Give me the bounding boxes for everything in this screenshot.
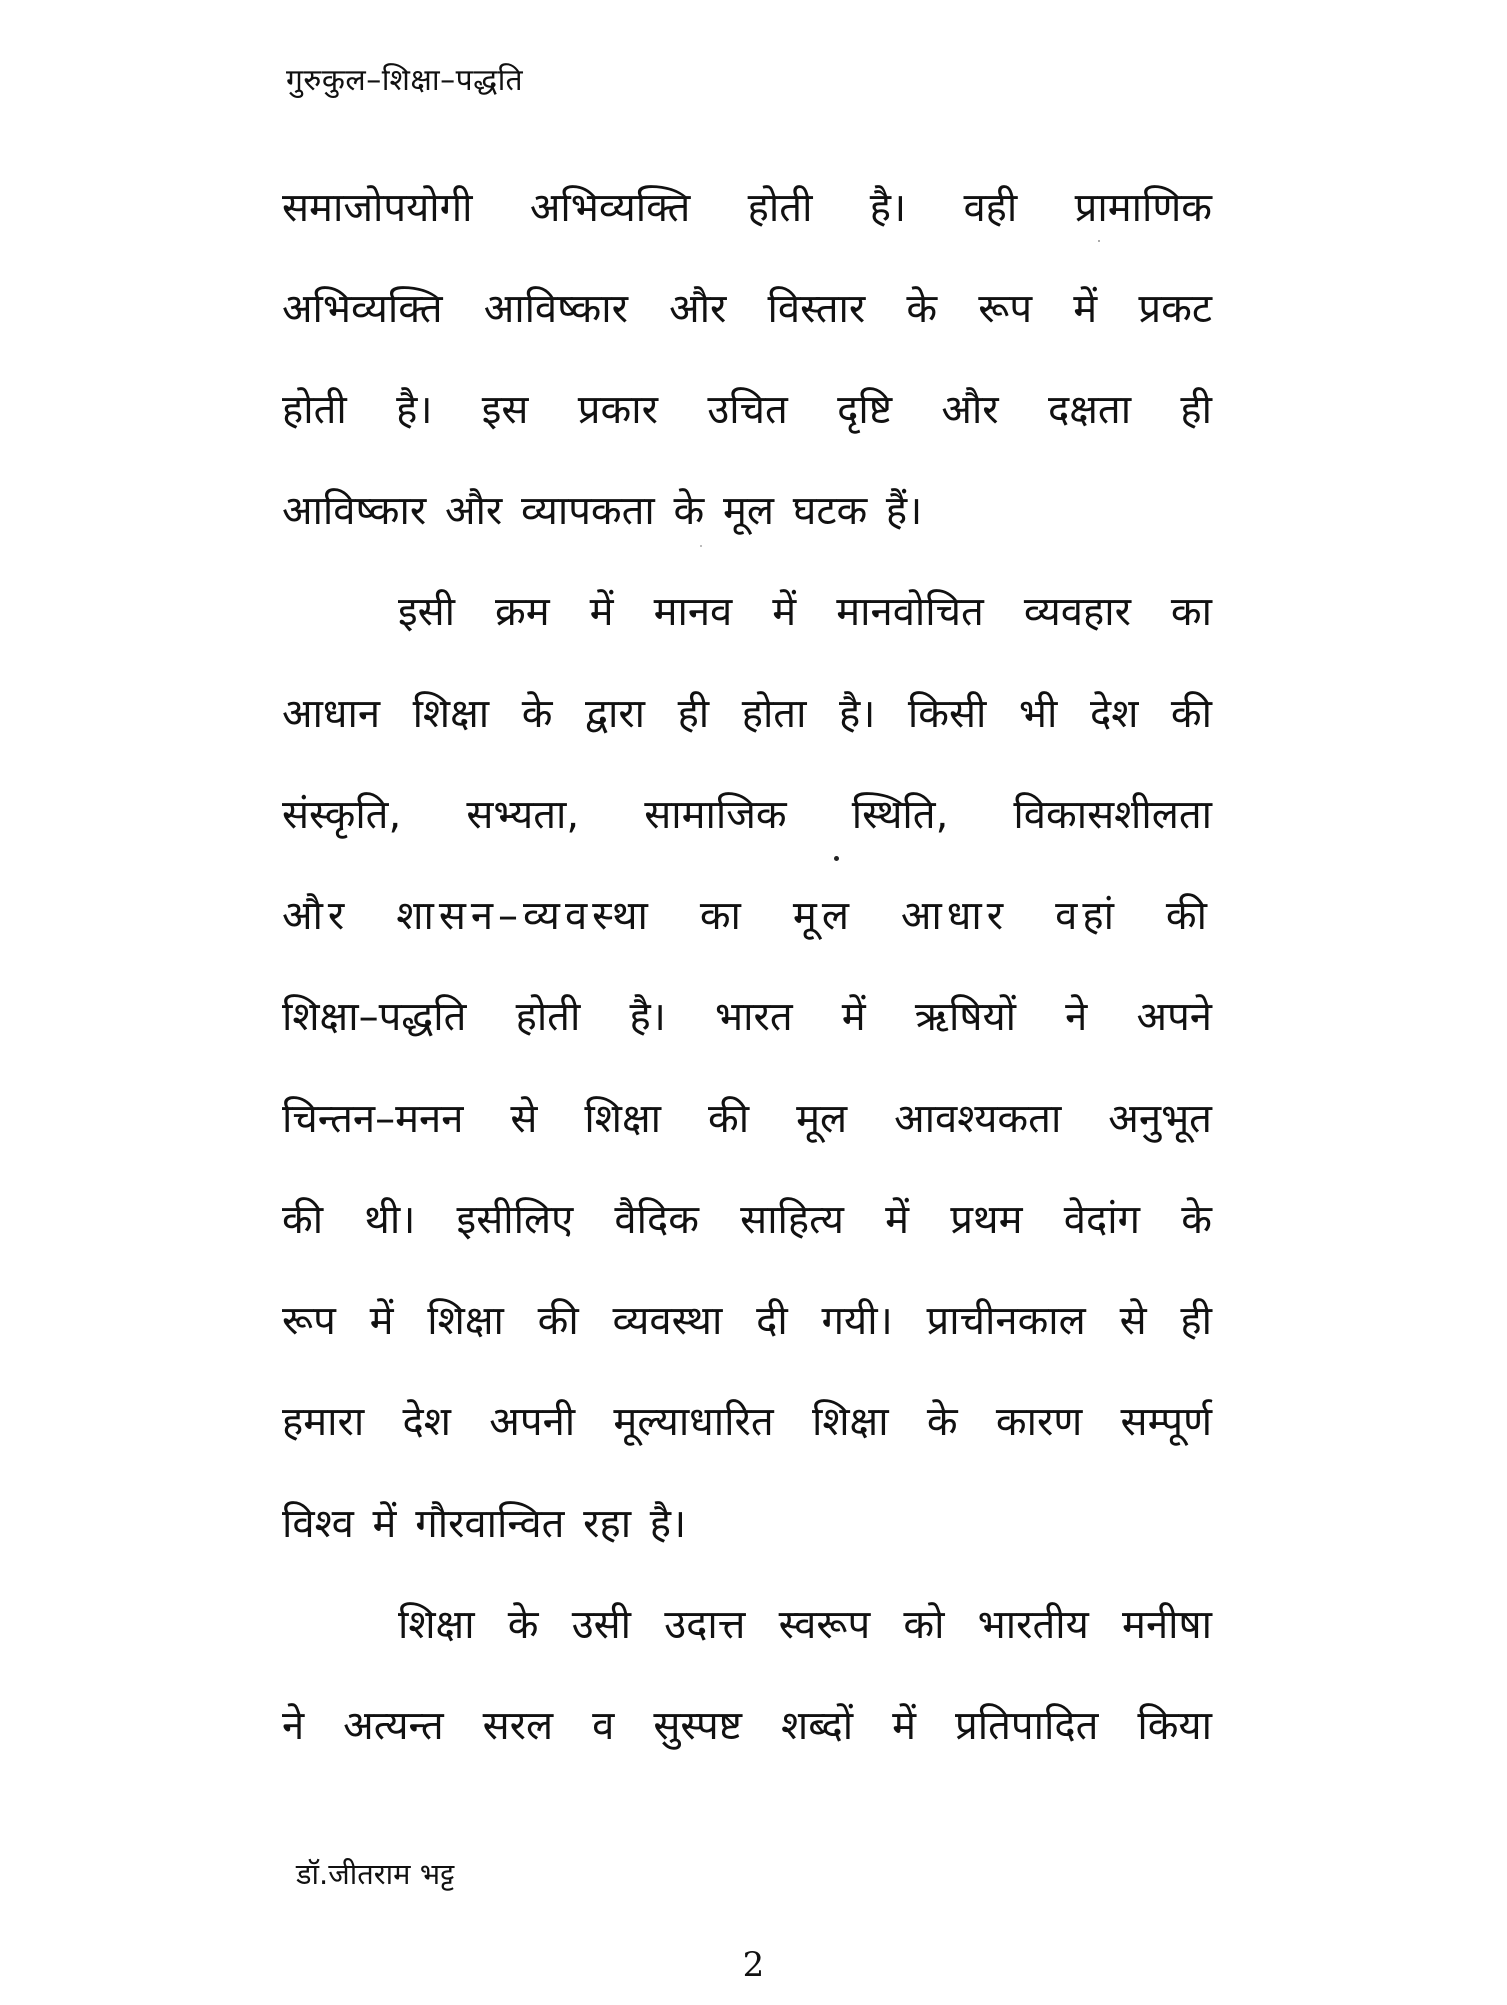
body-line-9: शिक्षा–पद्धति होती है। भारत में ऋषियों ने अपने <box>282 994 1212 1040</box>
running-header: गुरुकुल–शिक्षा–पद्धति <box>286 63 524 98</box>
body-line-6: आधान शिक्षा के द्वारा ही होता है। किसी भी देश की <box>282 691 1212 737</box>
scan-speck <box>1098 240 1100 242</box>
body-line-3: होती है। इस प्रकार उचित दृष्टि और दक्षता ही <box>282 387 1212 433</box>
body-line-2: अभिव्यक्ति आविष्कार और विस्तार के रूप में प्रकट <box>282 286 1212 332</box>
body-line-11: की थी। इसीलिए वैदिक साहित्य में प्रथम वेदांग के <box>282 1197 1212 1243</box>
body-line-10: चिन्तन–मनन से शिक्षा की मूल आवश्यकता अनुभूत <box>282 1096 1212 1142</box>
body-line-15: शिक्षा के उसी उदात्त स्वरूप को भारतीय मनीषा <box>398 1602 1212 1648</box>
body-line-14: विश्व में गौरवान्वित रहा है। <box>282 1501 687 1547</box>
body-line-12: रूप में शिक्षा की व्यवस्था दी गयी। प्राचीनकाल से ही <box>282 1298 1212 1344</box>
scan-speck <box>700 545 702 547</box>
body-line-13: हमारा देश अपनी मूल्याधारित शिक्षा के कारण सम्पूर्ण <box>282 1399 1212 1445</box>
body-line-8: और शासन–व्यवस्था का मूल आधार वहां की <box>282 893 1212 939</box>
body-line-5: इसी क्रम में मानव में मानवोचित व्यवहार का <box>398 589 1212 635</box>
body-line-1: समाजोपयोगी अभिव्यक्ति होती है। वही प्रामाणिक <box>282 185 1212 231</box>
footer-author: डॉ.जीतराम भट्ट <box>296 1857 455 1891</box>
body-line-16: ने अत्यन्त सरल व सुस्पष्ट शब्दों में प्रतिपादित किया <box>282 1703 1212 1749</box>
page-number: 2 <box>742 1945 765 1985</box>
body-line-4: आविष्कार और व्यापकता के मूल घटक हैं। <box>282 488 923 534</box>
scan-speck <box>834 856 839 861</box>
body-line-7: संस्कृति, सभ्यता, सामाजिक स्थिति, विकासशीलता <box>282 792 1212 838</box>
